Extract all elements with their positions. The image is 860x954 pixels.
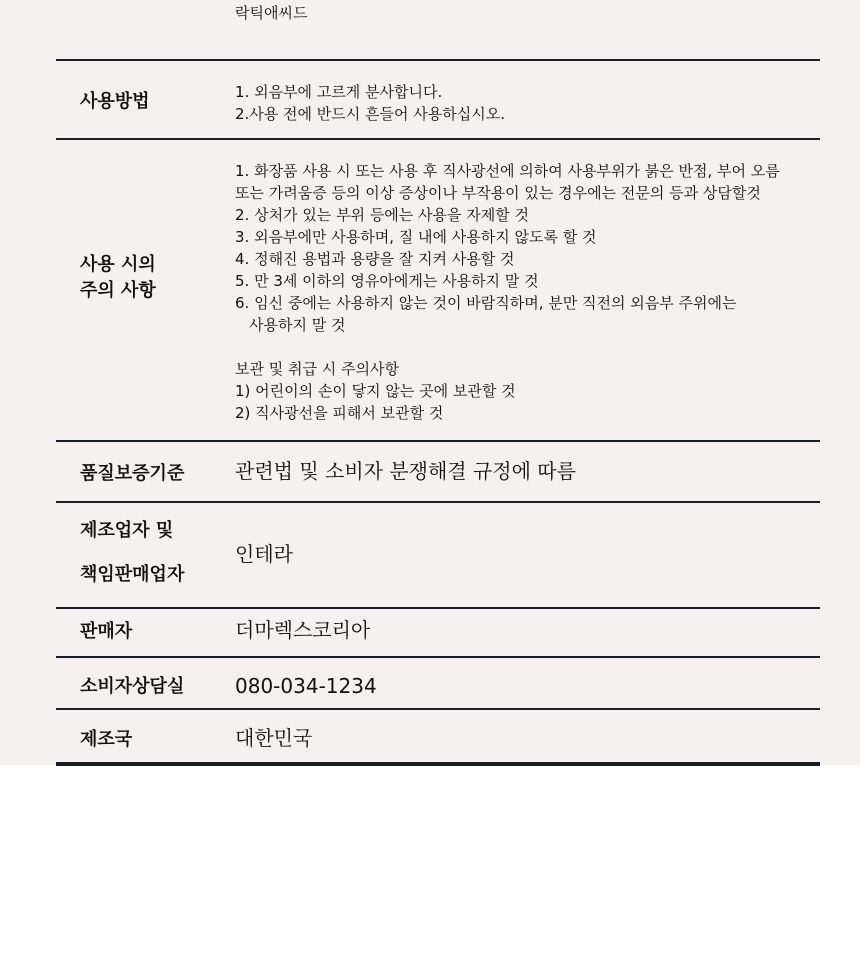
spacer [235,336,780,358]
storage-line: 보관 및 취급 시 주의사항 [235,360,399,378]
manufacturer-value: 인테라 [235,542,293,566]
caution-line: 사용하지 말 것 [249,316,346,334]
seller-label: 판매자 [80,621,133,642]
manufacturer-label-line: 제조업자 및 [80,520,174,541]
quality-value: 관련법 및 소비자 분쟁해결 규정에 따름 [235,459,576,483]
caution-line: 4. 정해진 용법과 용량을 잘 지켜 사용할 것 [235,250,515,268]
origin-label: 제조국 [80,729,133,750]
caution-line: 또는 가려움증 등의 이상 증상이나 부작용이 있는 경우에는 전문의 등과 상담할것 [235,184,761,202]
row-divider [56,501,820,503]
row-divider [56,656,820,658]
caution-line: 2. 상처가 있는 부위 등에는 사용을 자제할 것 [235,206,530,224]
table-bottom-border [56,762,820,766]
manufacturer-label-line: 책임판매업자 [80,564,185,585]
caution-line: 1. 화장품 사용 시 또는 사용 후 직사광선에 의하여 사용부위가 붉은 반점, 부어 오름 [235,162,780,180]
row-divider [56,708,820,710]
caution-line: 6. 임신 중에는 사용하지 않는 것이 바람직하며, 분만 직전의 외음부 주위에는 [235,294,737,312]
storage-line: 2) 직사광선을 피해서 보관할 것 [235,404,444,422]
usage-label: 사용방법 [80,91,150,112]
row-divider [56,440,820,442]
row-divider [56,138,820,140]
caution-label [80,252,156,304]
row-divider [56,607,820,609]
usage-line: 2.사용 전에 반드시 흔들어 사용하십시오. [235,105,505,123]
consumer-center-value: 080-034-1234 [235,674,377,698]
caution-line: 3. 외음부에만 사용하며, 질 내에 사용하지 않도록 할 것 [235,228,597,246]
row-divider [56,59,820,61]
seller-value: 더마렉스코리아 [235,618,371,642]
ingredients-partial-line: 락틱애씨드 [235,4,308,22]
quality-label: 품질보증기준 [80,463,185,484]
usage-line: 1. 외음부에 고르게 분사합니다. [235,83,443,101]
caution-line: 5. 만 3세 이하의 영유아에게는 사용하지 말 것 [235,272,539,290]
caution-label-line: 주의 사항 [80,280,156,301]
usage-value [235,81,505,125]
consumer-center-label: 소비자상담실 [80,676,185,697]
caution-value [235,160,780,424]
caution-label-line: 사용 시의 [80,254,156,275]
storage-line: 1) 어린이의 손이 닿지 않는 곳에 보관할 것 [235,382,516,400]
origin-value: 대한민국 [235,726,313,750]
